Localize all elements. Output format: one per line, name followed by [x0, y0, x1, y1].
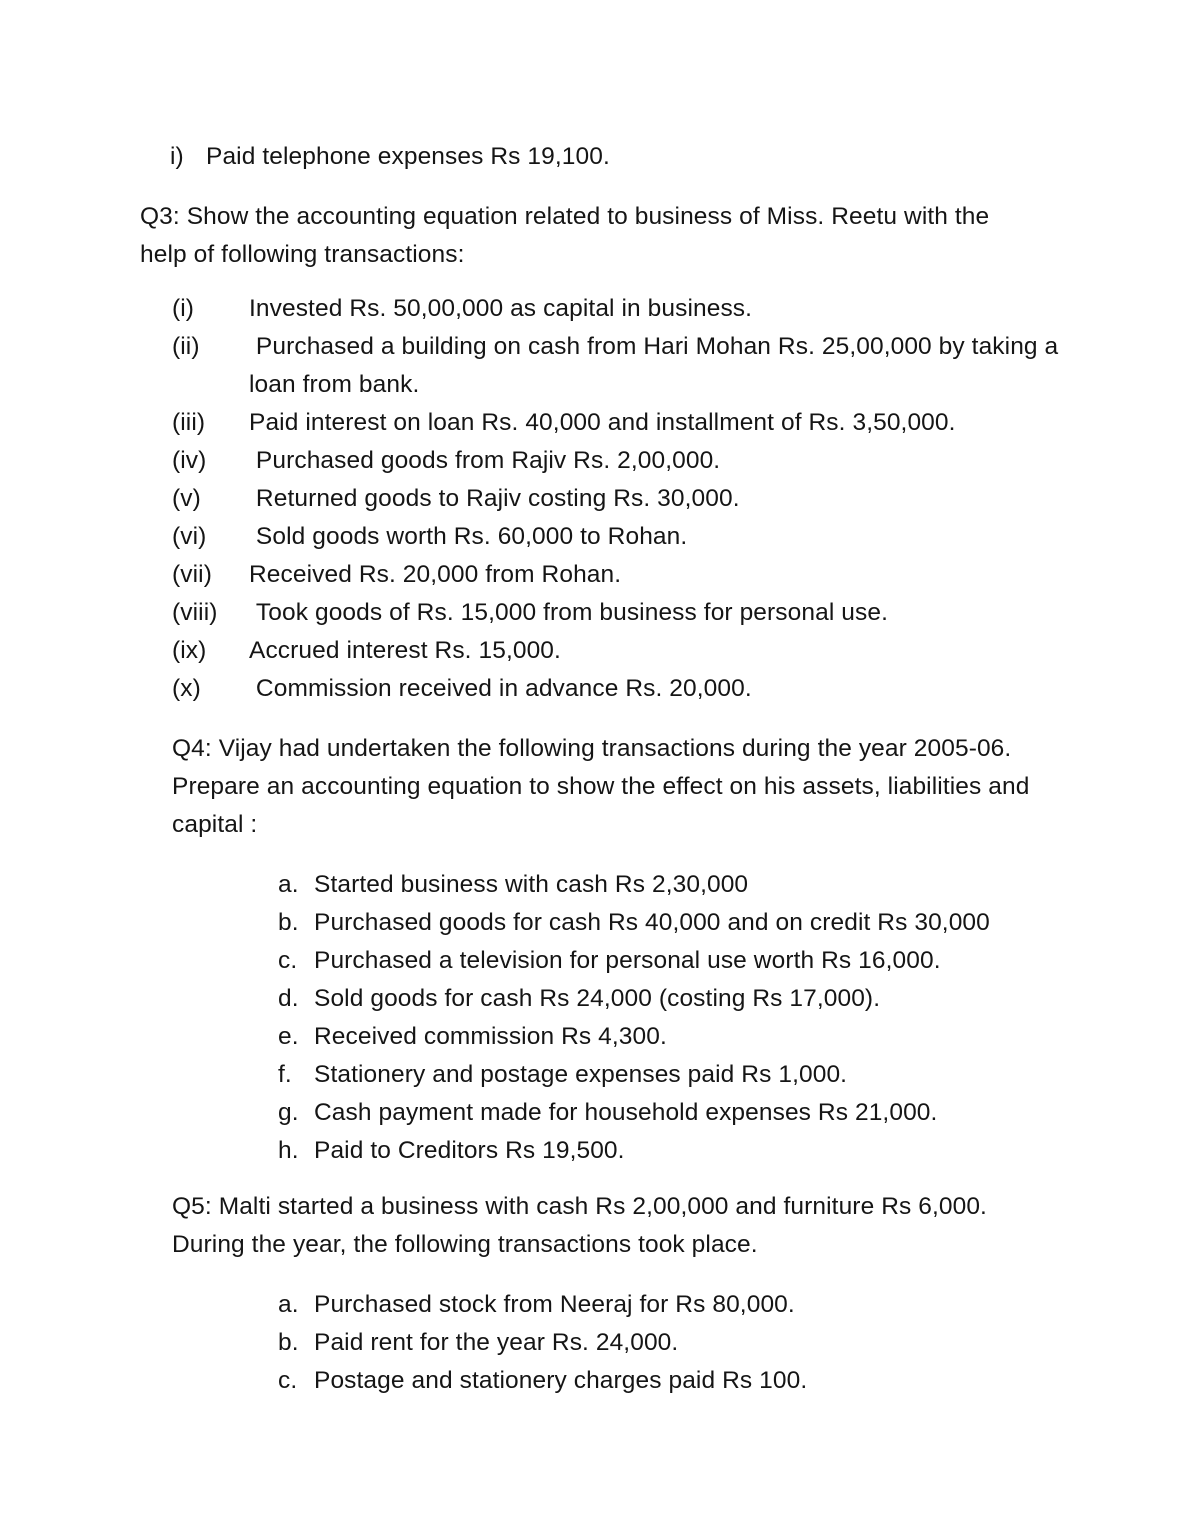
- list-item-marker: (iv): [172, 447, 207, 474]
- list-item-marker: (iii): [172, 409, 206, 436]
- list-item-text-continuation: loan from bank.: [249, 371, 420, 398]
- question-3-transaction-list: [172, 290, 1062, 708]
- list-item-marker: (ix): [172, 637, 207, 664]
- list-item-text: Postage and stationery charges paid Rs 100.: [314, 1367, 808, 1394]
- list-item-text: Purchased stock from Neeraj for Rs 80,000.: [314, 1291, 795, 1318]
- list-item-marker: a.: [278, 1291, 299, 1318]
- list-item: [172, 670, 1062, 708]
- list-item: [278, 1324, 1038, 1362]
- list-item: [172, 480, 1062, 518]
- list-item-marker: h.: [278, 1137, 299, 1164]
- list-item-marker: b.: [278, 909, 299, 936]
- list-item: [278, 980, 1038, 1018]
- list-item-text: Paid rent for the year Rs. 24,000.: [314, 1329, 679, 1356]
- list-item-marker: f.: [278, 1061, 292, 1088]
- question-5-transaction-list: [278, 1286, 1038, 1400]
- list-item-marker: (i): [172, 295, 195, 322]
- list-item-text: Purchased goods for cash Rs 40,000 and on credit Rs 30,000: [314, 909, 990, 936]
- question-3-prompt: [140, 198, 1020, 274]
- list-item-marker: d.: [278, 985, 299, 1012]
- question-5-prompt-line: Q5: Malti started a business with cash Rs 2,00,000 and furniture Rs 6,000.: [172, 1193, 987, 1220]
- list-item-marker: c.: [278, 947, 298, 974]
- list-item-text: Cash payment made for household expenses Rs 21,000.: [314, 1099, 938, 1126]
- list-item: [278, 1132, 1038, 1170]
- lead-list-item: [170, 138, 610, 176]
- list-item-marker: c.: [278, 1367, 298, 1394]
- list-item-marker: (vii): [172, 561, 212, 588]
- lead-list-item-text: Paid telephone expenses Rs 19,100.: [206, 143, 610, 170]
- question-3-prompt-line: Q3: Show the accounting equation related to business of Miss. Reetu with the: [140, 203, 990, 230]
- list-item: [278, 1018, 1038, 1056]
- question-4-prompt-line: capital :: [172, 811, 258, 838]
- question-4-prompt-line: Q4: Vijay had undertaken the following transactions during the year 2005-06.: [172, 735, 1012, 762]
- list-item-marker: a.: [278, 871, 299, 898]
- list-item-text: Paid to Creditors Rs 19,500.: [314, 1137, 625, 1164]
- list-item: [172, 290, 1062, 328]
- list-item-text: Sold goods worth Rs. 60,000 to Rohan.: [249, 523, 688, 550]
- list-item-text: Received Rs. 20,000 from Rohan.: [249, 561, 622, 588]
- list-item-text: Took goods of Rs. 15,000 from business for personal use.: [249, 599, 888, 626]
- list-item: [278, 904, 1038, 942]
- list-item-text: Returned goods to Rajiv costing Rs. 30,000.: [249, 485, 740, 512]
- list-item-text: Commission received in advance Rs. 20,000.: [249, 675, 752, 702]
- list-item: [278, 1056, 1038, 1094]
- list-item-marker: b.: [278, 1329, 299, 1356]
- list-item-marker: (x): [172, 675, 201, 702]
- list-item: [278, 1362, 1038, 1400]
- list-item: [172, 442, 1062, 480]
- list-item-marker: (vi): [172, 523, 207, 550]
- list-item: [278, 942, 1038, 980]
- list-item: [172, 404, 1062, 442]
- list-item: [172, 518, 1062, 556]
- list-item: [278, 1094, 1038, 1132]
- question-4-prompt: [172, 730, 1052, 844]
- list-item-text: Sold goods for cash Rs 24,000 (costing Rs 17,000).: [314, 985, 881, 1012]
- list-item-text: Stationery and postage expenses paid Rs 1,000.: [314, 1061, 848, 1088]
- list-item: [278, 1286, 1038, 1324]
- list-item: [172, 632, 1062, 670]
- list-item-text: Purchased a television for personal use worth Rs 16,000.: [314, 947, 941, 974]
- list-item-marker: g.: [278, 1099, 299, 1126]
- list-item: [278, 866, 1038, 904]
- list-item-text: Received commission Rs 4,300.: [314, 1023, 667, 1050]
- list-item-text-line: Purchased a building on cash from Hari Mohan Rs. 25,00,000 by taking a: [249, 333, 1059, 360]
- list-item: [172, 556, 1062, 594]
- list-item-marker: (v): [172, 485, 201, 512]
- list-item-text: Invested Rs. 50,00,000 as capital in business.: [249, 295, 753, 322]
- list-item-text: Accrued interest Rs. 15,000.: [249, 637, 561, 664]
- list-item: [172, 594, 1062, 632]
- list-item-text: Started business with cash Rs 2,30,000: [314, 871, 749, 898]
- question-4-prompt-line: Prepare an accounting equation to show the effect on his assets, liabilities and: [172, 773, 1030, 800]
- list-item-marker: (ii): [172, 333, 200, 360]
- list-item-text: Paid interest on loan Rs. 40,000 and installment of Rs. 3,50,000.: [249, 409, 956, 436]
- list-item-marker: e.: [278, 1023, 299, 1050]
- question-5-prompt-line: During the year, the following transactions took place.: [172, 1231, 758, 1258]
- lead-list-item-marker: i): [170, 143, 184, 170]
- list-item-text: Purchased goods from Rajiv Rs. 2,00,000.: [249, 447, 721, 474]
- list-item-marker: (viii): [172, 599, 218, 626]
- question-3-prompt-line: help of following transactions:: [140, 241, 465, 268]
- list-item: [172, 328, 1062, 404]
- question-4-transaction-list: [278, 866, 1038, 1170]
- question-5-prompt: [172, 1188, 1052, 1264]
- list-item-text: [249, 328, 1062, 404]
